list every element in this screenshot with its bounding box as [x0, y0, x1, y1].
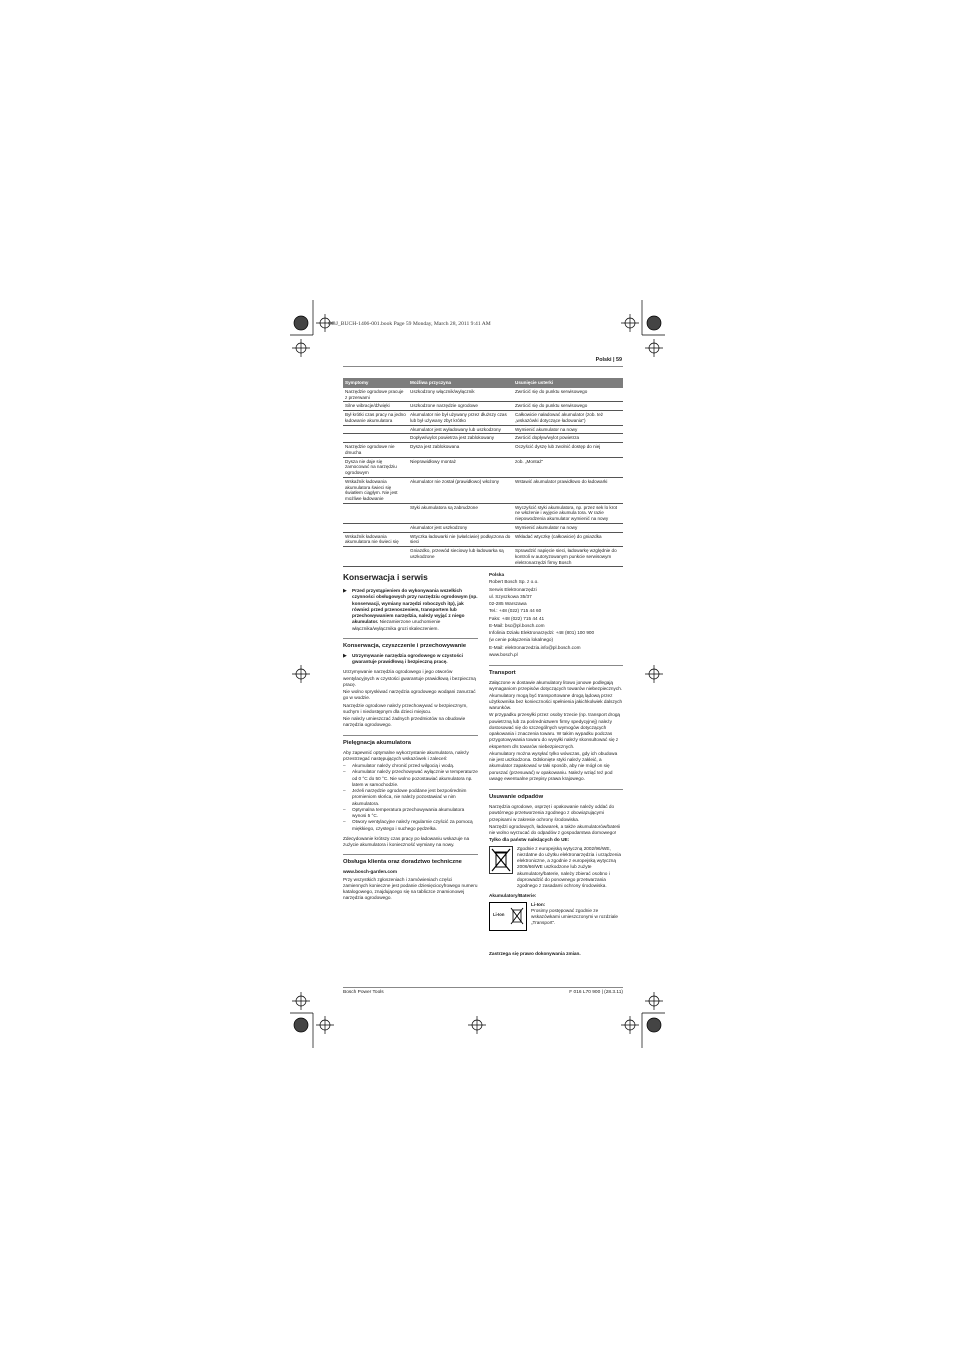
table-header-row	[343, 378, 623, 388]
table-header: Możliwa przyczyna	[408, 378, 513, 388]
email-link[interactable]: E-Mail: elektronarzedzia.info@pl.bosch.com	[489, 644, 581, 650]
subsection-title: Konserwacja, czyszczenie i przechowywanie	[343, 638, 478, 649]
fax-line: Faks: +48 (022) 715 44 41	[489, 615, 545, 621]
list-item: – Otwory wentylacyjne należy regularnie czyścić za pomocą miękkiego, czystego i suchego pędzelka.	[343, 819, 473, 831]
table-body	[343, 388, 623, 567]
liion-recycle-icon: Li-Ion	[489, 902, 527, 931]
table-cell: Był krótki czas pracy na jedno ładowanie akumulatora	[343, 411, 408, 425]
paragraph: Utrzymywanie narzędzia ogrodowego i jego otworów wentylacyjnych w czystości gwarantuje prawidłową i bezpieczną pracę.	[343, 669, 476, 687]
table-cell: Zwrócić dopływ/wylot powietrza	[513, 434, 623, 443]
table-cell: Dysza nie daje się zamocować na narzędziu ogrodowym	[343, 457, 408, 477]
table-cell: Styki akumulatora są zabrudzone	[408, 503, 513, 523]
table-cell	[343, 547, 408, 567]
table-row	[343, 457, 623, 477]
table-cell: Nieprawidłowy montaż	[408, 457, 513, 477]
table-cell: Akumulator nie został (prawidłowo) włożony	[408, 477, 513, 503]
email-link[interactable]: E-Mail: bsc@pl.bosch.com	[489, 622, 545, 628]
paragraph: Akumulatory można wysyłać tylko wówczas, gdy ich obudowa nie jest uszkodzona. Odsłonięte styki należy zakleić, a akumulator zapakować w taki sposób, aby nie mógł on się poruszać (przesuwać) w opakowaniu. Należy wziąć też pod uwagę ewentualne przepisy prawa krajowego.	[489, 750, 618, 781]
table-row	[343, 477, 623, 503]
table-cell: Akumulator nie był używany przez dłuższy czas lub był używany zbyt krótko	[408, 411, 513, 425]
table-cell: Wymienić akumulator na nowy	[513, 425, 623, 434]
phone-line: Tel.: +48 (022) 715 44 60	[489, 608, 542, 614]
table-cell: Gniazdko, przewód sieciowy lub ładowarka są uszkodzone	[408, 547, 513, 567]
table-cell	[343, 523, 408, 532]
table-row	[343, 411, 623, 425]
triangle-bullet-icon: ▶	[343, 652, 347, 659]
liion-instruction: Prosimy postępować zgodnie ze wskazówkami umieszczonymi w rozdziale „Transport".	[531, 907, 619, 926]
header-rule	[343, 366, 623, 367]
address-line: ul. Szyszkowa 35/37	[489, 593, 532, 599]
note-text-bold: Utrzymywanie narzędzia ogrodowego w czystości gwarantuje prawidłową i bezpieczną pracę.	[352, 652, 463, 664]
footer-doc-number: F 016 L70 900 | (28.3.11)	[569, 990, 623, 995]
list-item: – Akumulator należy przechowywać wyłącznie w temperaturze od 0 °C do 50 °C. Nie wolno pozostawiać akumulatora np. latem w samochodzie.	[343, 769, 478, 787]
paragraph: Załączone w dostawie akumulatory litowo jonowe podlegają wymaganiom przepisów dotyczących towarów niebezpiecznych. Akumulatory mogą być transportowane drogą lądową przez użytkownika bez konieczności spełnienia jakichkolwiek dalszych warunków.	[489, 680, 623, 710]
country-heading: Polska	[489, 572, 505, 577]
liion-block	[489, 902, 623, 931]
table-row	[343, 503, 623, 523]
table-cell	[343, 434, 408, 443]
triangle-bullet-icon: ▶	[343, 588, 347, 594]
table-cell: Silne wibracje/dźwięki	[343, 402, 408, 411]
paragraph: Zdecydowanie krótszy czas pracy po ładowaniu wskazuje na zużycie akumulatora i konieczność wymiany na nowy.	[343, 835, 470, 847]
page-number: 59	[616, 357, 622, 363]
website-link[interactable]: www.bosch-garden.com	[343, 869, 397, 875]
troubleshooting-table	[343, 378, 623, 567]
table-row	[343, 443, 623, 457]
liion-label-bold: Li-Ion:	[531, 901, 546, 907]
table-cell: Sprawdzić napięcie sieci, ładowarkę względnie do kontroli w autoryzowanym punkcie serwisowym elektronarzędzi firmy Bosch	[513, 547, 623, 567]
list-item: – Akumulator należy chronić przed wilgocią i wodą.	[343, 763, 455, 768]
batteries-heading: Akumulatory/Baterie:	[489, 893, 537, 899]
table-cell: Akumulator jest wyładowany lub uszkodzony	[408, 425, 513, 434]
table-cell: Narzędzie ogrodowe pracuje z przerwami	[343, 388, 408, 402]
header-language: Polski	[595, 357, 612, 363]
subsection-title: Transport	[489, 665, 623, 676]
section-title: Konserwacja i serwis	[343, 572, 428, 582]
table-cell: Uszkodzone narzędzie ogrodowe	[408, 402, 513, 411]
note-bullet	[343, 653, 478, 666]
paragraph: Nie wolno spryskiwać narzędzia ogrodowego wodąani zanurzać go w wodzie.	[343, 689, 476, 701]
table-cell: Wskaźnik ładowania akumulatora świeci się światłem ciągłym. Nie jest możliwe ładowanie	[343, 477, 408, 503]
subsection-title: Usuwanie odpadów	[489, 789, 623, 800]
table-row	[343, 425, 623, 434]
address-line: Serwis Elektronarzędzi	[489, 586, 537, 592]
table-cell: Wstawić akumulator prawidłowo do ładowarki	[513, 477, 623, 503]
subsection-title: Pielęgnacja akumulatora	[343, 735, 478, 746]
address-line: Robert Bosch Sp. z o.o.	[489, 579, 539, 585]
table-row	[343, 402, 623, 411]
table-cell: Uszkodzony włącznik/wyłącznik	[408, 388, 513, 402]
warning-text: Niezamierzone uruchomienie włącznika/wyłącznika grozi skaleczeniem.	[352, 619, 441, 631]
table-cell: Zwrócić się do punktu serwisowego	[513, 402, 623, 411]
table-cell: Wkładać wtyczkę (całkowicie) do gniazdka	[513, 532, 623, 546]
table-cell: Akumulator jest uszkodzony	[408, 523, 513, 532]
table-cell: Oczyścić dyszę lub zwolnić dostęp do niej	[513, 443, 623, 457]
address-line: (w cenie połączenia lokalnego)	[489, 637, 554, 643]
paragraph: Aby zapewnić optymalne wykorzystanie akumulatora, należy przestrzegać następujących wskazówek i zaleceń:	[343, 749, 469, 761]
service-address	[489, 579, 623, 658]
table-row	[343, 547, 623, 567]
crossed-bin-icon	[489, 846, 513, 874]
table-header: Symptomy	[343, 378, 408, 388]
left-column	[343, 572, 478, 903]
hotline-line: Infolinia Działu Elektronarzędzi: +48 (801) 100 900	[489, 630, 595, 635]
paragraph: Narzędzi ogrodowych, ładowarek, a także akumulatorów/baterii nie wolno wyrzucać do odpadów z gospodarstwa domowego!	[489, 823, 621, 835]
table-header: Usunięcie usterki	[513, 378, 623, 388]
table-cell	[343, 503, 408, 523]
footer-brand: Bosch Power Tools	[343, 990, 384, 995]
paragraph: Przy wszystkich zgłoszeniach i zamówieniach części zamiennych konieczne jest podanie dziesięciocyfrowego numeru katalogowego, znajdującego się na tabliczce znamionowej narzędzia ogrodowego.	[343, 876, 478, 901]
warning-bullet	[343, 588, 478, 632]
eu-only-label: Tylko dla państw należących do UE:	[489, 837, 570, 843]
list-item: – Optymalna temperatura przechowywania akumulatora wynosi 5 °C.	[343, 806, 465, 818]
paragraph: Narzędzia ogrodowe, osprzęt i opakowanie należy oddać do powtórnego przetworzenia zgodnego z obowiązującymi przepisami w zakresie ochrony środowiska.	[489, 804, 615, 822]
footer-rule	[343, 987, 623, 988]
table-row	[343, 532, 623, 546]
registration-mark-icon	[294, 316, 308, 330]
list-item: – Jeżeli narzędzie ogrodowe poddane jest bezpośrednim promieniom słońca, nie należy pozostawiać w nim akumulatora.	[343, 788, 467, 806]
print-info-line: OBJ_BUCH-1406-001.book Page 59 Monday, March 28, 2011 9:41 AM	[328, 321, 491, 327]
dash-list	[343, 763, 478, 832]
website-link[interactable]: www.bosch.pl	[489, 651, 518, 657]
weee-block	[489, 846, 623, 891]
table-cell: Wtyczka ładowarki nie (właściwie) podłączona do sieci	[408, 532, 513, 546]
header-separator: |	[612, 357, 615, 363]
subsection-title: Obsługa klienta oraz doradztwo techniczne	[343, 854, 478, 865]
table-cell	[343, 425, 408, 434]
right-column	[489, 572, 623, 958]
page-header	[596, 357, 622, 363]
table-row	[343, 523, 623, 532]
table-cell: Dopływ/wylot powietrza jest zablokowany	[408, 434, 513, 443]
table-row	[343, 388, 623, 402]
table-cell: Wymienić akumulator na nowy	[513, 523, 623, 532]
table-cell: Wskaźnik ładowania akumulatora nie świeci się	[343, 532, 408, 546]
address-line: 02-285 Warszawa	[489, 601, 527, 606]
table-cell: Zwrócić się do punktu serwisowego	[513, 388, 623, 402]
table-cell: Narzędzie ogrodowe nie dmucha	[343, 443, 408, 457]
paragraph: Narzędzie ogrodowe należy przechowywać w bezpiecznym, suchym i niedostępnym dla dzieci miejscu.	[343, 702, 468, 714]
table-cell: Całkowicie naładować akumulator (zob. też „wskazówki dotyczące ładowania")	[513, 411, 623, 425]
reservation-note: Zastrzega się prawo dokonywania zmian.	[489, 950, 581, 956]
paragraph: Nie należy umieszczać żadnych przedmiotów na obudowie narzędzia ogrodowego.	[343, 716, 466, 728]
warning-text-bold: Przed przystąpieniem do wykonywania wszelkich czynności obsługowych przy narzędziu ogrodowym (np. konserwacji, wymiany narzędzi roboczych itp), jak również przed przenoszeniem, transportem lub przechowywaniem narzędzia, należy wyjąć z niego akumulator.	[352, 588, 478, 625]
paragraph: Zgodnie z europejską wytyczną 2002/96/WE, niezdatne do użytku elektronarzędzia i urządzenia elektroniczne, a zgodnie z europejską wytyczną 2006/66/WE uszkodzone lub zużyte akumulatory/baterie, należy zbierać osobno i doprowadzić do ponownego przetwarzania zgodnego z zasadami ochrony środowiska.	[517, 845, 621, 888]
table-cell: Dysza jest zablokowana	[408, 443, 513, 457]
table-cell: zob. „Montaż"	[513, 457, 623, 477]
table-cell: Wyczyścić styki akumulatora, np. przez sek lo krot ne włożenie i wyjęcie akumula tora. W razie niepowodzenia akumulator wymienić na nowy	[513, 503, 623, 523]
paragraph: W przypadku przesyłki przez osoby trzecie (np. transport drogą powietrzną lub za pośrednictwem firmy spedycyjnej) należy dostosować się do szczególnych wymogów dotyczących opakowania i znaczenia towaru. W takim wypadku podczas przygotowywania towaru do wysyłki należy skonsultować się z ekspertem d/s towarów niebezpiecznych.	[489, 712, 621, 749]
table-row	[343, 434, 623, 443]
